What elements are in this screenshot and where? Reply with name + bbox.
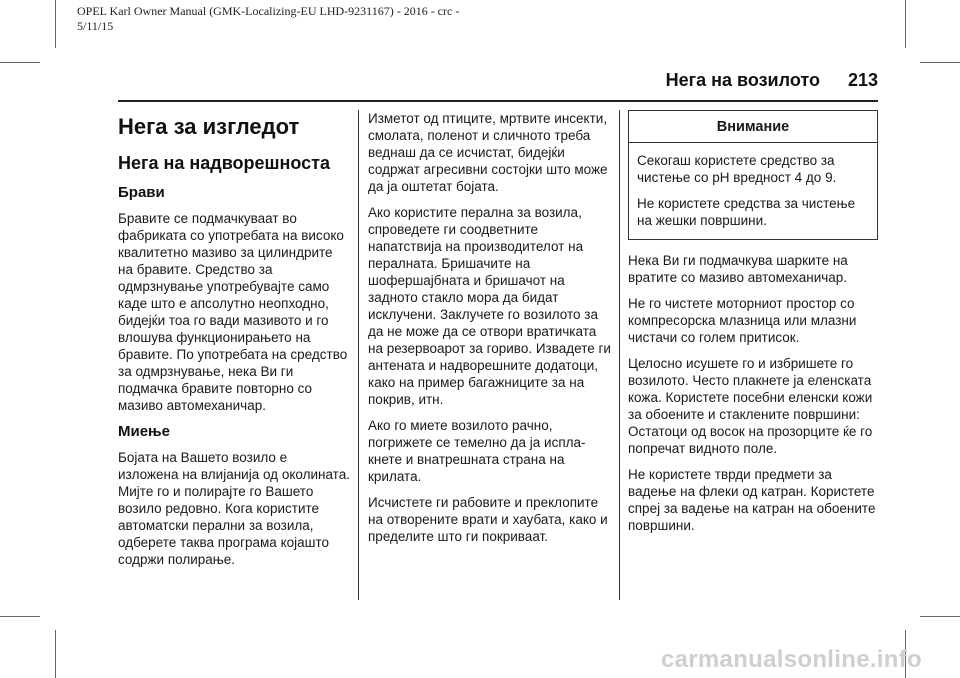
paragraph: Изметот од птиците, мртвите инсекти, смолата, поленот и сличното треба веднаш да се исчистат, бидејќи содржат агресивни состојки што може да ја оштетат бојата. xyxy=(368,111,608,194)
crop-mark xyxy=(905,0,906,48)
crop-mark xyxy=(0,616,40,617)
paragraph: Не користете тврди предмети за вадење на флеки од катран. Користете спреј за вадење на катран на обоените површини. xyxy=(628,467,876,533)
paragraph: Ако го миете возилото рачно, погрижете се темелно да ја исплакнете и внатрешната страна на крилата. xyxy=(368,418,586,484)
paragraph: Целосно исушете го и избришете го возилото. Често плакнете ја еленската кожа. Користете посебни еленски кожи за обоените и стаклените површини: Остатоци од восок на прозорците ќе го попречат видното поле. xyxy=(628,356,873,456)
page-number: 213 xyxy=(847,70,878,90)
document-metadata xyxy=(77,4,459,34)
crop-mark xyxy=(55,0,56,48)
running-header xyxy=(666,70,878,91)
paragraph: Ако користите перална за возила, спроведете ги соодветните напатствија на производителот на пералната. Бришачите на шофершајбната и бришачот на задното стакло мора да бидат исклучени. Заклучете го возилото за да не може да се отвори вратичката на резервоарот за гориво. Извадете ги антената и надворешните додатоци, како на пример багажниците за на покрив, итн. xyxy=(368,205,611,407)
section-title: Нега на возилото xyxy=(665,70,820,90)
warning-text: Не користете средства за чистење на жешки површини. xyxy=(637,196,856,228)
warning-box xyxy=(628,110,878,240)
warning-body xyxy=(629,143,877,239)
crop-mark xyxy=(920,62,960,63)
subsection-heading-washing: Миење xyxy=(118,423,170,440)
paragraph: Бравите се подмачкуваат во фабриката со употребата на високо квалитетно мазиво за цилиндрите на бравите. Средство за одмрзнување употребувајте само каде што е апсолутно неопходно, бидејќи тоа го вади мазивото и го влошува функционирањето на бравите. По употребата на средство за одмрзнување, нека Ви ги подмачка бравите повторно со мазиво автомеханичар. xyxy=(118,211,348,413)
page-heading: Нега за изгледот xyxy=(118,114,300,139)
paragraph: Не го чистете моторниот простор со компресорска млазница или млазни чистачи со голем притисок. xyxy=(628,296,857,345)
paragraph: Исчистете ги рабовите и преклопите на отворените врати и хаубата, како и пределите што ги покриваат. xyxy=(368,495,608,544)
warning-text: Секогаш користете средство за чистење со pH вредност 4 до 9. xyxy=(637,153,837,185)
section-heading: Нега на надворешноста xyxy=(118,153,331,173)
column-divider xyxy=(619,110,620,600)
paragraph: Бојата на Вашето возило е изложена на влијанија од околината. Мијте го и полирајте го Вашето возило редовно. Кога користите автоматски перални за возила, одберете таква програма којашто содржи полирање. xyxy=(118,450,350,567)
column-left xyxy=(118,110,350,577)
warning-title: Внимание xyxy=(629,111,877,143)
metadata-date: 5/11/15 xyxy=(77,19,114,33)
watermark: carmanualsonline.info xyxy=(660,646,922,673)
paragraph: Нека Ви ги подмачкува шарките на вратите со мазиво автомеханичар. xyxy=(628,253,848,285)
column-divider xyxy=(358,110,359,600)
metadata-line: OPEL Karl Owner Manual (GMK-Localizing-EU LHD-9231167) - 2016 - crc - xyxy=(77,4,460,18)
crop-mark xyxy=(0,62,40,63)
header-rule xyxy=(118,100,878,102)
crop-mark xyxy=(55,630,56,678)
column-right xyxy=(628,110,878,543)
subsection-heading-locks: Брави xyxy=(118,184,165,201)
column-middle xyxy=(368,110,612,554)
crop-mark xyxy=(920,616,960,617)
